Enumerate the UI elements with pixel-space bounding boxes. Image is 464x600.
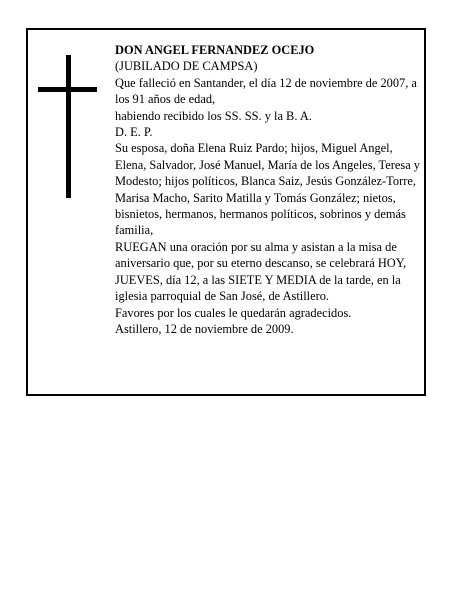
- obituary-notice: [26, 28, 426, 396]
- deceased-name: DON ANGEL FERNANDEZ OCEJO: [115, 43, 315, 57]
- rip: D. E. P.: [115, 125, 153, 140]
- family-list: Su esposa, doña Elena Ruiz Pardo; hijos, Miguel Angel, Elena, Salvador, José Manuel, María de los Angeles, Teresa y Modesto; hijos políticos, Blanca Saiz, Jesús González-Torre, Marisa Macho, Sarito Matilla y Tomás González; nietos, bisnietos, hermanos, hermanos políticos, sobrinos y demás familia,: [115, 141, 420, 238]
- sacraments: habiendo recibido los SS. SS. y la B. A.: [115, 108, 312, 123]
- notice-text: [115, 42, 425, 337]
- place-date: Astillero, 12 de noviembre de 2009.: [115, 321, 294, 336]
- cross-vertical-bar: [66, 55, 71, 198]
- thanks: Favores por los cuales le quedarán agradecidos.: [115, 305, 352, 320]
- occupation: (JUBILADO DE CAMPSA): [115, 59, 258, 74]
- death-details: Que falleció en Santander, el día 12 de noviembre de 2007, a los 91 años de edad,: [115, 75, 417, 107]
- mass-request: RUEGAN una oración por su alma y asistan a la misa de aniversario que, por su eterno descanso, se celebrará HOY, JUEVES, día 12, a las SIETE Y MEDIA de la tarde, en la iglesia parroquial de San José, de Astillero.: [115, 239, 407, 304]
- cross-horizontal-bar: [38, 87, 97, 92]
